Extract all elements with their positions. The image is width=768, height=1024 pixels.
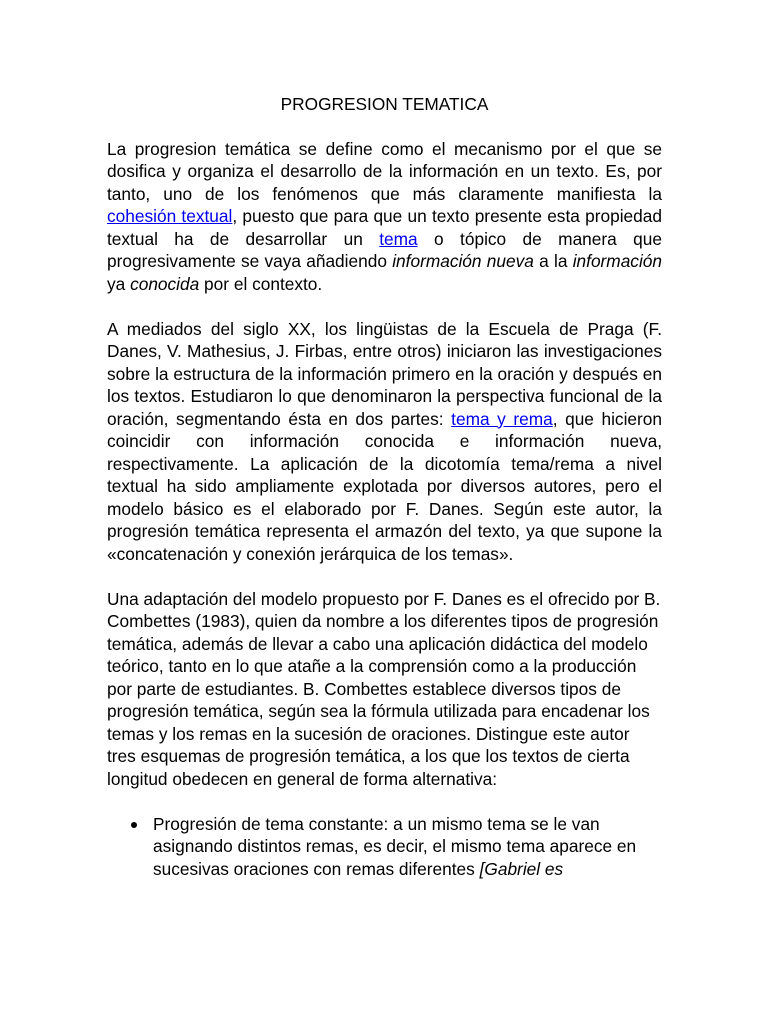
list-item xyxy=(107,813,662,881)
p1-text-2: , puesto que para que un texto presente esta propiedad textual ha de desarrollar un xyxy=(107,206,662,249)
paragraph-3: Una adaptación del modelo propuesto por F. Danes es el ofrecido por B. Combettes (1983), quien da nombre a los diferentes tipos de progresión temática, además de llevar a cabo una aplicación didáctica del modelo teórico, tanto en lo que atañe a la comprensión como a la producción por parte de estudiantes. B. Combettes establece diversos tipos de progresión temática, según sea la fórmula utilizada para encadenar los temas y los remas en la sucesión de oraciones. Distingue este autor tres esquemas de progresión temática, a los que los textos de cierta longitud obedecen en general de forma alternativa: xyxy=(107,588,661,789)
p2-text-1: A mediados del siglo XX, los lingüistas de la Escuela de Praga (F. Danes, V. Mathesius, J. Firbas, entre otros) iniciaron las investigaciones sobre la estructura de la información primero en la oración y después en los textos. Estudiaron lo que denominaron la perspectiva funcional de la oración, segmentando ésta en dos partes: xyxy=(107,318,662,429)
bullet-text: Progresión de tema constante: a un mismo tema se le van asignando distintos remas, es decir, el mismo tema aparece en sucesivas oraciones con remas diferentes xyxy=(153,813,637,879)
p1-text-4: a la xyxy=(533,251,573,271)
p1-em-conocida: conocida xyxy=(130,273,200,294)
p1-text-5: ya xyxy=(107,273,131,294)
paragraph-1 xyxy=(107,138,662,296)
p1-text-3: o tópico de manera que progresivamente se vaya añadiendo xyxy=(107,228,662,271)
document-title: PROGRESION TEMATICA xyxy=(280,94,489,114)
bullet-dot-icon xyxy=(131,822,137,828)
p1-text-1: La progresion temática se define como el mecanismo por el que se dosifica y organiza el desarrollo de la información en un texto. Es, por tanto, uno de los fenómenos que más claramente manifiesta la xyxy=(107,138,662,204)
document-page xyxy=(107,93,662,880)
paragraph-2 xyxy=(107,318,662,566)
p1-text-6: por el contexto. xyxy=(199,273,323,294)
link-tema[interactable]: tema xyxy=(379,228,418,249)
bullet-em: [Gabriel es xyxy=(479,858,564,879)
p1-em-informacion: información xyxy=(572,251,663,271)
link-cohesion-textual[interactable]: cohesión textual xyxy=(107,206,233,226)
progression-types-list xyxy=(107,813,662,881)
link-tema-y-rema[interactable]: tema y rema xyxy=(451,408,553,429)
p1-em-informacion-nueva: información nueva xyxy=(392,251,534,271)
p2-text-2: , que hicieron coincidir con información conocida e información nueva, respectivamente. La aplicación de la dicotomía tema/rema a nivel textual ha sido ampliamente explotada por diversos autores, pero el modelo básico es el elaborado por F. Danes. Según este autor, la progresión temática representa el armazón del texto, ya que supone la «concatenación y conexión jerárquica de los temas». xyxy=(107,408,662,564)
